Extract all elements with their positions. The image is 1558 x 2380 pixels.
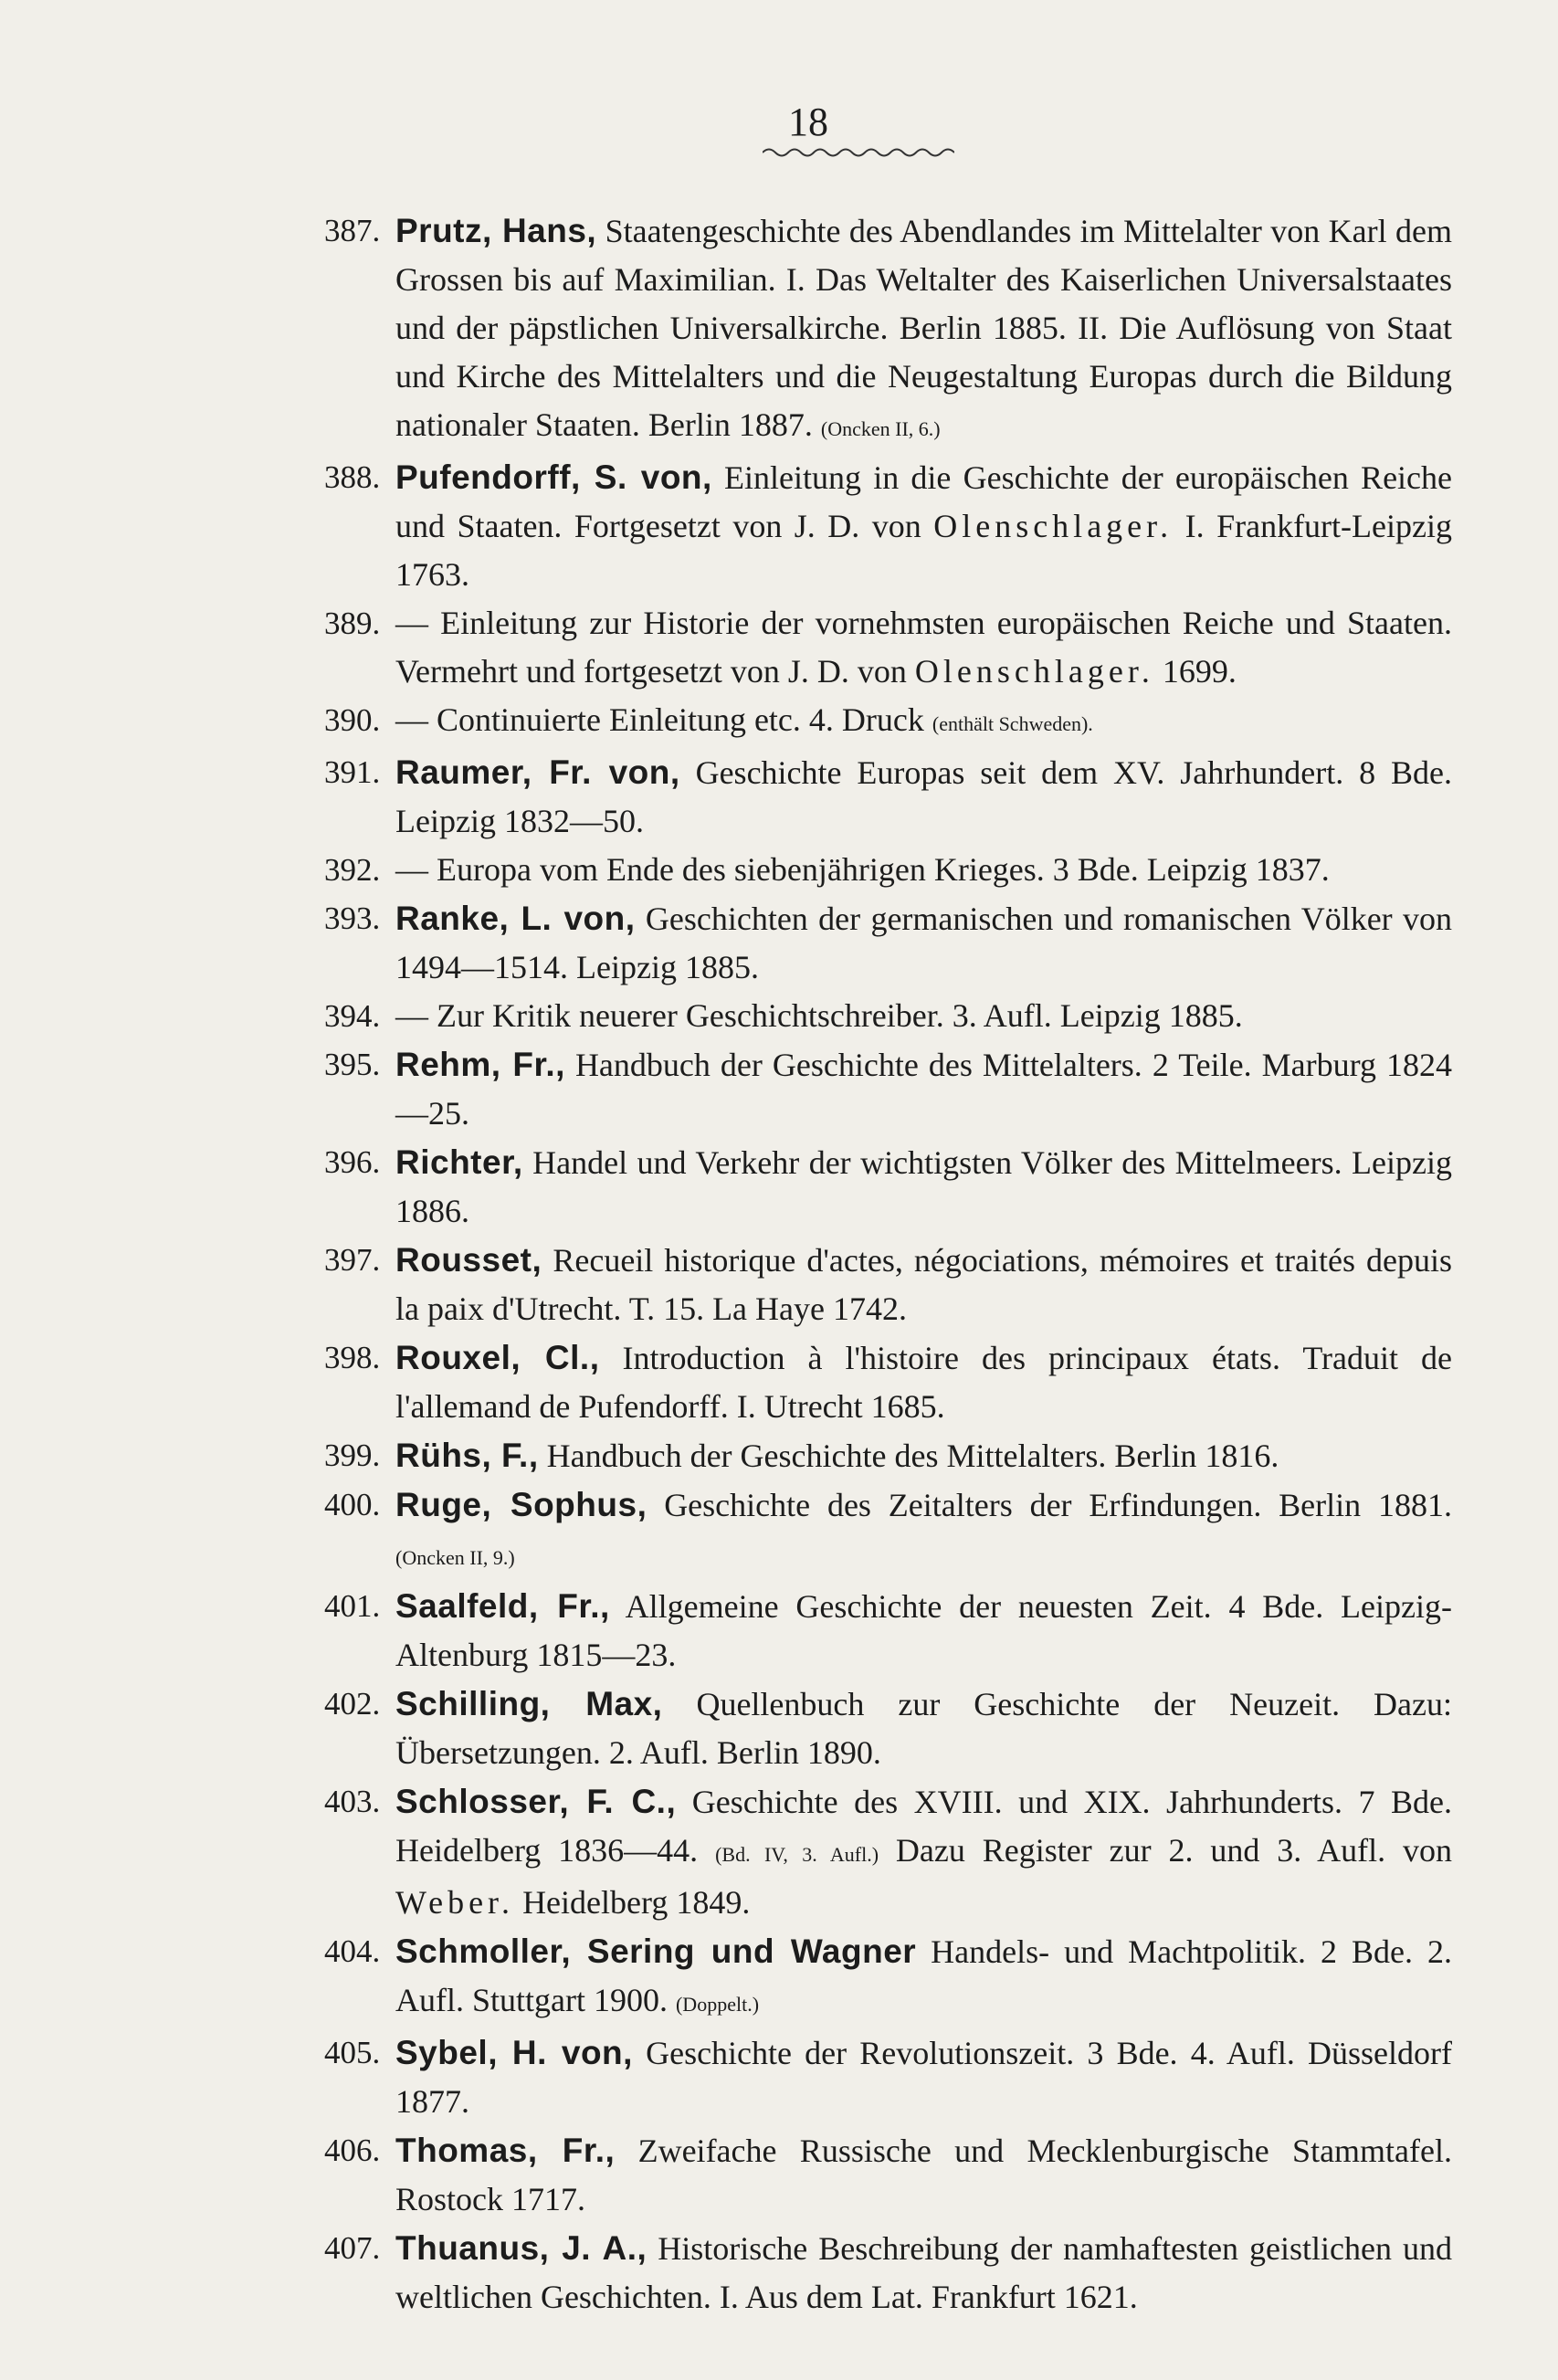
entry-author: Raumer, Fr. von, (395, 753, 680, 791)
entry-text: Einleitung in die Geschichte der europäischen Reiche und Staaten. Fortgesetzt von J. D. von (395, 459, 1453, 544)
entry-note: (enthält Schweden). (932, 712, 1093, 735)
bibliography-entry (324, 846, 1452, 894)
entry-text: — Einleitung zur Historie der vornehmsten europäischen Reiche und Staaten. Vermehrt und fortgesetzt von J. D. von (395, 605, 1452, 690)
entry-text: Geschichte des XVIII. und XIX. Jahrhunderts. 7 Bde. Heidelberg 1836—44. (395, 1784, 1452, 1869)
entry-text: Heidelberg 1849. (522, 1884, 751, 1921)
bibliography-entry (324, 453, 1452, 599)
entry-number: 401. (324, 1588, 381, 1624)
bibliography-entry (324, 1927, 1452, 2028)
entry-spaced-name: Weber. (395, 1884, 515, 1921)
entry-number: 388. (324, 459, 381, 495)
entry-number: 404. (324, 1933, 381, 1969)
entry-text: Geschichten der germanischen und romanischen Völker von 1494—1514. Leipzig 1885. (395, 900, 1452, 985)
entry-note: (Doppelt.) (675, 1993, 760, 2016)
entry-number: 407. (324, 2230, 381, 2266)
entry-author: Pufendorff, S. von, (395, 458, 712, 496)
entry-text: Recueil historique d'actes, négociations, mémoires et traités depuis la paix d'Utrecht. T. 15. La Haye 1742. (395, 1242, 1453, 1327)
entry-author: Sybel, H. von, (395, 2034, 633, 2071)
bibliography-entry (324, 206, 1452, 453)
entry-text: 1699. (1162, 653, 1237, 690)
entry-author: Thomas, Fr., (395, 2132, 616, 2169)
bibliography-list (324, 206, 1452, 2322)
entry-text: Geschichte Europas seit dem XV. Jahrhundert. 8 Bde. Leipzig 1832—50. (395, 754, 1453, 839)
entry-number: 395. (324, 1047, 381, 1082)
entry-author: Schmoller, Sering und Wagner (395, 1932, 917, 1970)
entry-author: Ruge, Sophus, (395, 1486, 647, 1523)
bibliography-entry (324, 1040, 1452, 1138)
entry-number: 398. (324, 1340, 381, 1375)
entry-author: Schilling, Max, (395, 1685, 663, 1722)
entry-number: 403. (324, 1784, 381, 1819)
page-number: 18 (788, 100, 828, 144)
entry-number: 390. (324, 702, 381, 738)
bibliography-entry (324, 992, 1452, 1040)
entry-text: Introduction à l'histoire des principaux états. Traduit de l'allemand de Pufendorff. I. Utrecht 1685. (395, 1340, 1453, 1425)
bibliography-entry (324, 894, 1452, 992)
entry-spaced-name: Olenschlager. (933, 508, 1174, 544)
entry-author: Richter, (395, 1143, 523, 1181)
entry-number: 393. (324, 900, 381, 936)
bibliography-entry (324, 1431, 1452, 1480)
entry-number: 399. (324, 1437, 381, 1473)
entry-author: Rouxel, Cl., (395, 1339, 600, 1376)
entry-text: Handbuch der Geschichte des Mittelalters. 2 Teile. Marburg 1824—25. (395, 1047, 1452, 1132)
bibliography-entry (324, 748, 1452, 846)
bibliography-entry (324, 2028, 1452, 2126)
bibliography-entry (324, 696, 1452, 748)
entry-text: — Europa vom Ende des siebenjährigen Krieges. 3 Bde. Leipzig 1837. (395, 851, 1330, 888)
entry-note: (Bd. IV, 3. Aufl.) (715, 1843, 879, 1866)
entry-number: 394. (324, 998, 381, 1034)
bibliography-entry (324, 1680, 1452, 1777)
entry-note: (Oncken II, 9.) (395, 1546, 515, 1569)
bibliography-entry (324, 1333, 1452, 1431)
entry-number: 392. (324, 852, 381, 888)
entry-number: 396. (324, 1144, 381, 1180)
entry-text: Zweifache Russische und Mecklenburgische Stammtafel. Rostock 1717. (395, 2133, 1452, 2217)
entry-author: Prutz, Hans, (395, 212, 597, 249)
bibliography-entry (324, 1138, 1452, 1236)
bibliography-entry (324, 1582, 1452, 1680)
entry-number: 389. (324, 606, 381, 641)
entry-number: 402. (324, 1686, 381, 1722)
bibliography-entry (324, 1236, 1452, 1333)
entry-author: Rehm, Fr., (395, 1046, 565, 1083)
bibliography-entry (324, 599, 1452, 696)
entry-author: Saalfeld, Fr., (395, 1587, 610, 1625)
entry-author: Schlosser, F. C., (395, 1783, 677, 1820)
entry-text: I. Frankfurt-Leipzig 1763. (395, 508, 1452, 593)
bibliography-entry (324, 2126, 1452, 2224)
entry-text: Allgemeine Geschichte der neuesten Zeit. 4 Bde. Leipzig-Altenburg 1815—23. (395, 1588, 1452, 1673)
entry-text: Staatengeschichte des Abendlandes im Mittelalter von Karl dem Grossen bis auf Maximilian. I. Das Weltalter des Kaiserlichen Universalstaates und der päpstlichen Universalkirche. Berlin 1885. II. Die Auflösung von Staat und Kirche des Mittelalters und die Neugestaltung Europas durch die Bildung nationaler Staaten. Berlin 1887. (395, 213, 1452, 443)
entry-note: (Oncken II, 6.) (820, 417, 941, 440)
entry-author: Rousset, (395, 1241, 542, 1279)
entry-author: Rühs, F., (395, 1437, 539, 1474)
entry-number: 400. (324, 1487, 381, 1522)
entry-text: Geschichte der Revolutionszeit. 3 Bde. 4. Aufl. Düsseldorf 1877. (395, 2035, 1453, 2120)
entry-text: — Zur Kritik neuerer Geschichtschreiber. 3. Aufl. Leipzig 1885. (395, 997, 1243, 1034)
entry-author: Ranke, L. von, (395, 900, 636, 937)
entry-number: 397. (324, 1242, 381, 1278)
entry-text: — Continuierte Einleitung etc. 4. Druck (395, 701, 924, 738)
entry-number: 387. (324, 213, 381, 248)
entry-number: 406. (324, 2133, 381, 2168)
bibliography-entry (324, 2224, 1452, 2322)
entry-text: Handel und Verkehr der wichtigsten Völker des Mittelmeers. Leipzig 1886. (395, 1144, 1452, 1229)
entry-number: 391. (324, 754, 381, 790)
entry-number: 405. (324, 2035, 381, 2070)
entry-text: Historische Beschreibung der namhaftesten geistlichen und weltlichen Geschichten. I. Aus dem Lat. Frankfurt 1621. (395, 2230, 1452, 2315)
entry-text: Geschichte des Zeitalters der Erfindungen. Berlin 1881. (664, 1487, 1452, 1523)
entry-text: Handels- und Machtpolitik. 2 Bde. 2. Aufl. Stuttgart 1900. (395, 1933, 1452, 2018)
wavy-rule-ornament (763, 146, 954, 159)
bibliography-entry (324, 1480, 1452, 1582)
entry-author: Thuanus, J. A., (395, 2229, 647, 2267)
bibliography-entry (324, 1777, 1452, 1927)
entry-spaced-name: Olenschlager. (914, 653, 1154, 690)
entry-text: Dazu Register zur 2. und 3. Aufl. von (895, 1832, 1453, 1869)
entry-text: Handbuch der Geschichte des Mittelalters. Berlin 1816. (546, 1437, 1279, 1474)
entry-text: Quellenbuch zur Geschichte der Neuzeit. Dazu: Übersetzungen. 2. Aufl. Berlin 1890. (395, 1686, 1452, 1771)
